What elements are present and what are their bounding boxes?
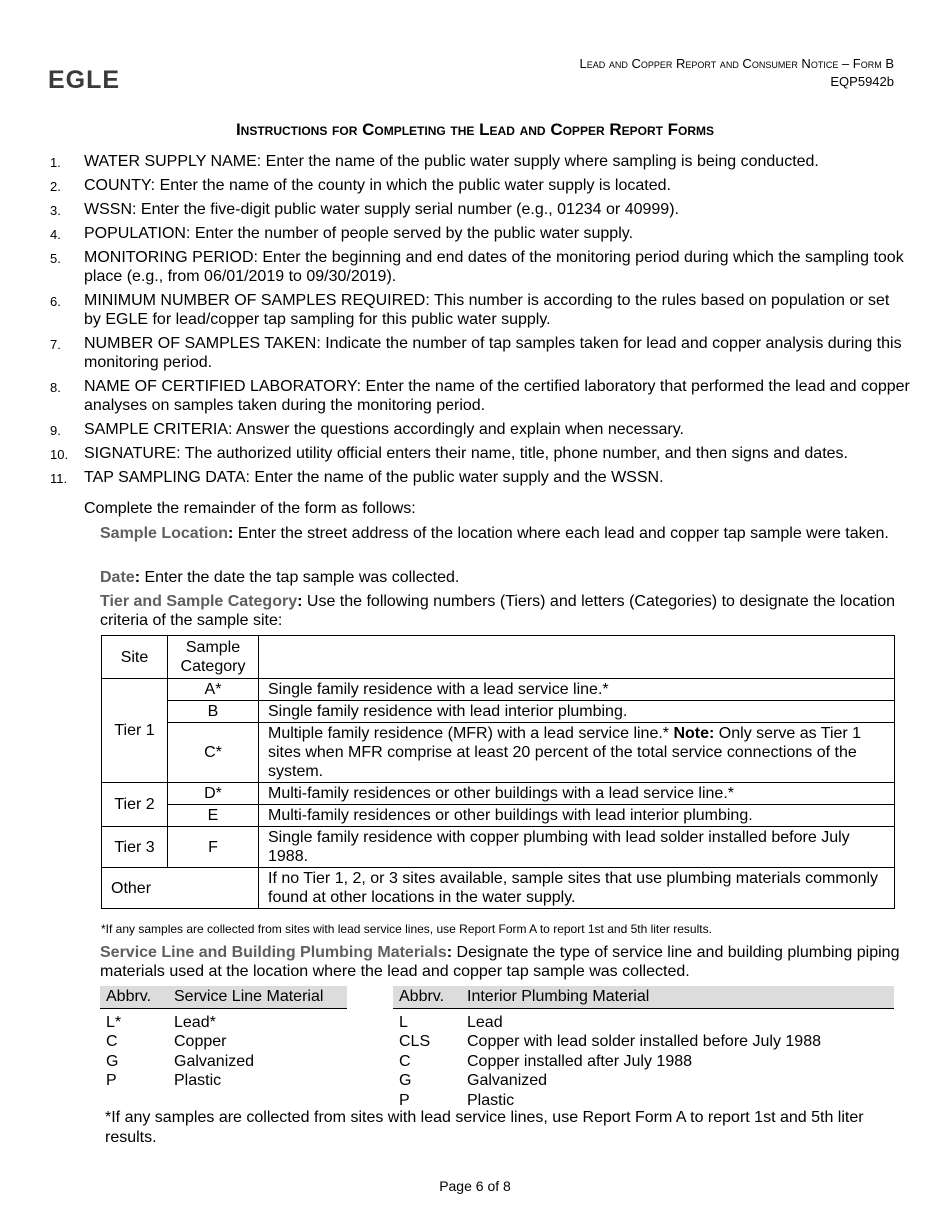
abbr-cell: G (399, 1072, 412, 1089)
material-cell: Plastic (467, 1091, 515, 1109)
abbr-cell: P (399, 1091, 410, 1109)
material-cell: Lead (467, 1013, 503, 1031)
tier-category-label: Tier and Sample Category (100, 593, 298, 610)
category-description (259, 723, 895, 783)
table-row (102, 679, 895, 701)
table-row (102, 868, 895, 909)
table-row (100, 1071, 347, 1091)
instruction-text: COUNTY: Enter the name of the county in which the public water supply is located. (84, 177, 671, 194)
instruction-number: 1. (50, 155, 61, 170)
interior-plumbing-table (393, 986, 894, 1110)
abbr-cell: G (106, 1052, 119, 1070)
label-colon: : (446, 944, 453, 961)
instruction-list (50, 152, 910, 492)
sample-location-section (100, 524, 912, 543)
material-cell: Copper (174, 1033, 227, 1050)
table-row (393, 1032, 894, 1052)
tier-category-table (101, 635, 895, 909)
col-header-sample-category: Sample Category (168, 636, 259, 679)
table-header-row (102, 636, 895, 679)
abbr-cell: C (106, 1033, 118, 1050)
material-cell: Galvanized (174, 1052, 255, 1070)
col-header-abbr: Abbrv. (393, 986, 461, 1009)
category-description: Multi-family residences or other buildings with lead interior plumbing. (259, 805, 895, 827)
category-code: D* (168, 783, 259, 805)
col-header-description (259, 636, 895, 679)
category-c-text: Multiple family residence (MFR) with a lead service line.* (268, 725, 674, 742)
category-description: Single family residence with lead interior plumbing. (259, 701, 895, 723)
tier-3-cell: Tier 3 (102, 827, 168, 868)
page-number: Page 6 of 8 (439, 1178, 511, 1194)
instruction-number: 5. (50, 251, 61, 266)
table-row (102, 723, 895, 783)
instruction-item (50, 420, 910, 439)
tier-category-section (100, 592, 912, 630)
date-section (100, 568, 912, 587)
page-title: Instructions for Completing the Lead and Copper Report Forms (235, 120, 715, 139)
tier-category-text: Use the following numbers (Tiers) and letters (Categories) to designate the location criteria of the sample site: (100, 593, 896, 629)
table-header-row (100, 986, 347, 1009)
table-row (102, 805, 895, 827)
sample-location-label: Sample Location (100, 525, 229, 542)
materials-label: Service Line and Building Plumbing Materials (100, 944, 447, 961)
col-header-service-line-material: Service Line Material (168, 986, 347, 1009)
instruction-text: SAMPLE CRITERIA: Answer the questions accordingly and explain when necessary. (84, 421, 684, 438)
category-code: E (168, 805, 259, 827)
table-row (100, 1032, 347, 1052)
note-label: Note: (673, 725, 715, 742)
date-text: Enter the date the tap sample was collected. (140, 569, 460, 586)
sample-location-text: Enter the street address of the location where each lead and copper tap sample were taken. (233, 525, 889, 542)
table-row (393, 1013, 894, 1033)
category-c-note-text: Only serve as Tier 1 sites when MFR comprise at least 20 percent of the total service connections of the system. (268, 725, 862, 780)
materials-section (100, 943, 912, 981)
instruction-item (50, 176, 910, 195)
abbr-cell: L (399, 1013, 408, 1031)
instruction-text: MINIMUM NUMBER OF SAMPLES REQUIRED: This number is according to the rules based on population or set by EGLE for lead/copper tap sampling for this public water supply. (84, 292, 890, 328)
col-header-interior-plumbing-material: Interior Plumbing Material (461, 986, 894, 1009)
instruction-text: WATER SUPPLY NAME: Enter the name of the public water supply where sampling is being conducted. (84, 153, 819, 170)
instruction-number: 6. (50, 294, 61, 309)
date-label: Date (100, 569, 135, 586)
complete-remainder-text: Complete the remainder of the form as follows: (84, 500, 416, 517)
instruction-item (50, 377, 910, 415)
instruction-text: NAME OF CERTIFIED LABORATORY: Enter the name of the certified laboratory that performed the lead and copper analyses on samples taken during the monitoring period. (84, 378, 910, 414)
material-cell: Copper installed after July 1988 (467, 1052, 693, 1070)
instruction-number: 7. (50, 337, 61, 352)
instruction-item (50, 444, 910, 463)
instruction-number: 8. (50, 380, 61, 395)
table-row (100, 1013, 347, 1033)
instruction-text: TAP SAMPLING DATA: Enter the name of the public water supply and the WSSN. (84, 469, 664, 486)
abbr-cell: C (399, 1052, 411, 1070)
instruction-text: WSSN: Enter the five-digit public water supply serial number (e.g., 01234 or 40999). (84, 201, 679, 218)
egle-logo: EGLE (48, 66, 121, 94)
table-footnote: *If any samples are collected from sites with lead service lines, use Report Form A to report 1st and 5th liter results. (101, 922, 712, 936)
instruction-item (50, 468, 910, 487)
instruction-item (50, 200, 910, 219)
form-code: EQP5942b (830, 74, 894, 89)
table-row (393, 1052, 894, 1072)
abbr-cell: CLS (399, 1033, 431, 1050)
instruction-number: 4. (50, 227, 61, 242)
category-code: C* (168, 723, 259, 783)
table-row (102, 783, 895, 805)
form-header (580, 55, 895, 91)
material-cell: Lead* (174, 1013, 216, 1031)
col-header-site: Site (102, 636, 168, 679)
service-line-table (100, 986, 347, 1091)
instruction-item (50, 291, 910, 329)
label-colon: : (228, 525, 234, 542)
col-header-abbr: Abbrv. (100, 986, 168, 1009)
table-row (100, 1052, 347, 1072)
materials-text: Designate the type of service line and building plumbing piping materials used at the location where the lead and copper tap sample was collected. (100, 944, 900, 980)
other-cell: Other (102, 868, 259, 909)
table-row (393, 1071, 894, 1091)
tier-2-cell: Tier 2 (102, 783, 168, 827)
instruction-item (50, 248, 910, 286)
instruction-number: 3. (50, 203, 61, 218)
table-row (102, 827, 895, 868)
material-cell: Plastic (174, 1072, 222, 1089)
instruction-text: POPULATION: Enter the number of people served by the public water supply. (84, 225, 634, 242)
category-description: If no Tier 1, 2, or 3 sites available, sample sites that use plumbing materials commonly found at other locations in the water supply. (259, 868, 895, 909)
instruction-text: SIGNATURE: The authorized utility official enters their name, title, phone number, and then signs and dates. (84, 445, 848, 462)
abbr-cell: P (106, 1072, 117, 1089)
instruction-number: 11. (50, 471, 68, 486)
instruction-text: NUMBER OF SAMPLES TAKEN: Indicate the number of tap samples taken for lead and copper analysis during this monitoring period. (84, 335, 902, 371)
category-description: Single family residence with a lead service line.* (259, 679, 895, 701)
instruction-item (50, 334, 910, 372)
material-cell: Galvanized (467, 1072, 548, 1089)
instruction-number: 10. (50, 447, 69, 462)
form-title: Lead and Copper Report and Consumer Notice – Form B (579, 56, 894, 71)
bottom-note: *If any samples are collected from sites with lead service lines, use Report Form A to report 1st and 5th liter results. (105, 1109, 864, 1146)
instruction-number: 2. (50, 179, 61, 194)
category-code: A* (168, 679, 259, 701)
label-colon: : (134, 569, 141, 586)
instruction-item (50, 224, 910, 243)
tier-1-cell: Tier 1 (102, 679, 168, 783)
table-header-row (393, 986, 894, 1009)
material-cell: Copper with lead solder installed before July 1988 (467, 1033, 821, 1050)
abbr-cell: L* (106, 1013, 122, 1031)
table-row (102, 701, 895, 723)
instruction-item (50, 152, 910, 171)
category-description: Single family residence with copper plumbing with lead solder installed before July 1988. (259, 827, 895, 868)
label-colon: : (297, 593, 303, 610)
category-code: B (168, 701, 259, 723)
category-description: Multi-family residences or other buildings with a lead service line.* (259, 783, 895, 805)
instruction-text: MONITORING PERIOD: Enter the beginning and end dates of the monitoring period during which the sampling took place (e.g., from 06/01/2019 to 09/30/2019). (84, 249, 904, 285)
category-code: F (168, 827, 259, 868)
instruction-number: 9. (50, 423, 61, 438)
